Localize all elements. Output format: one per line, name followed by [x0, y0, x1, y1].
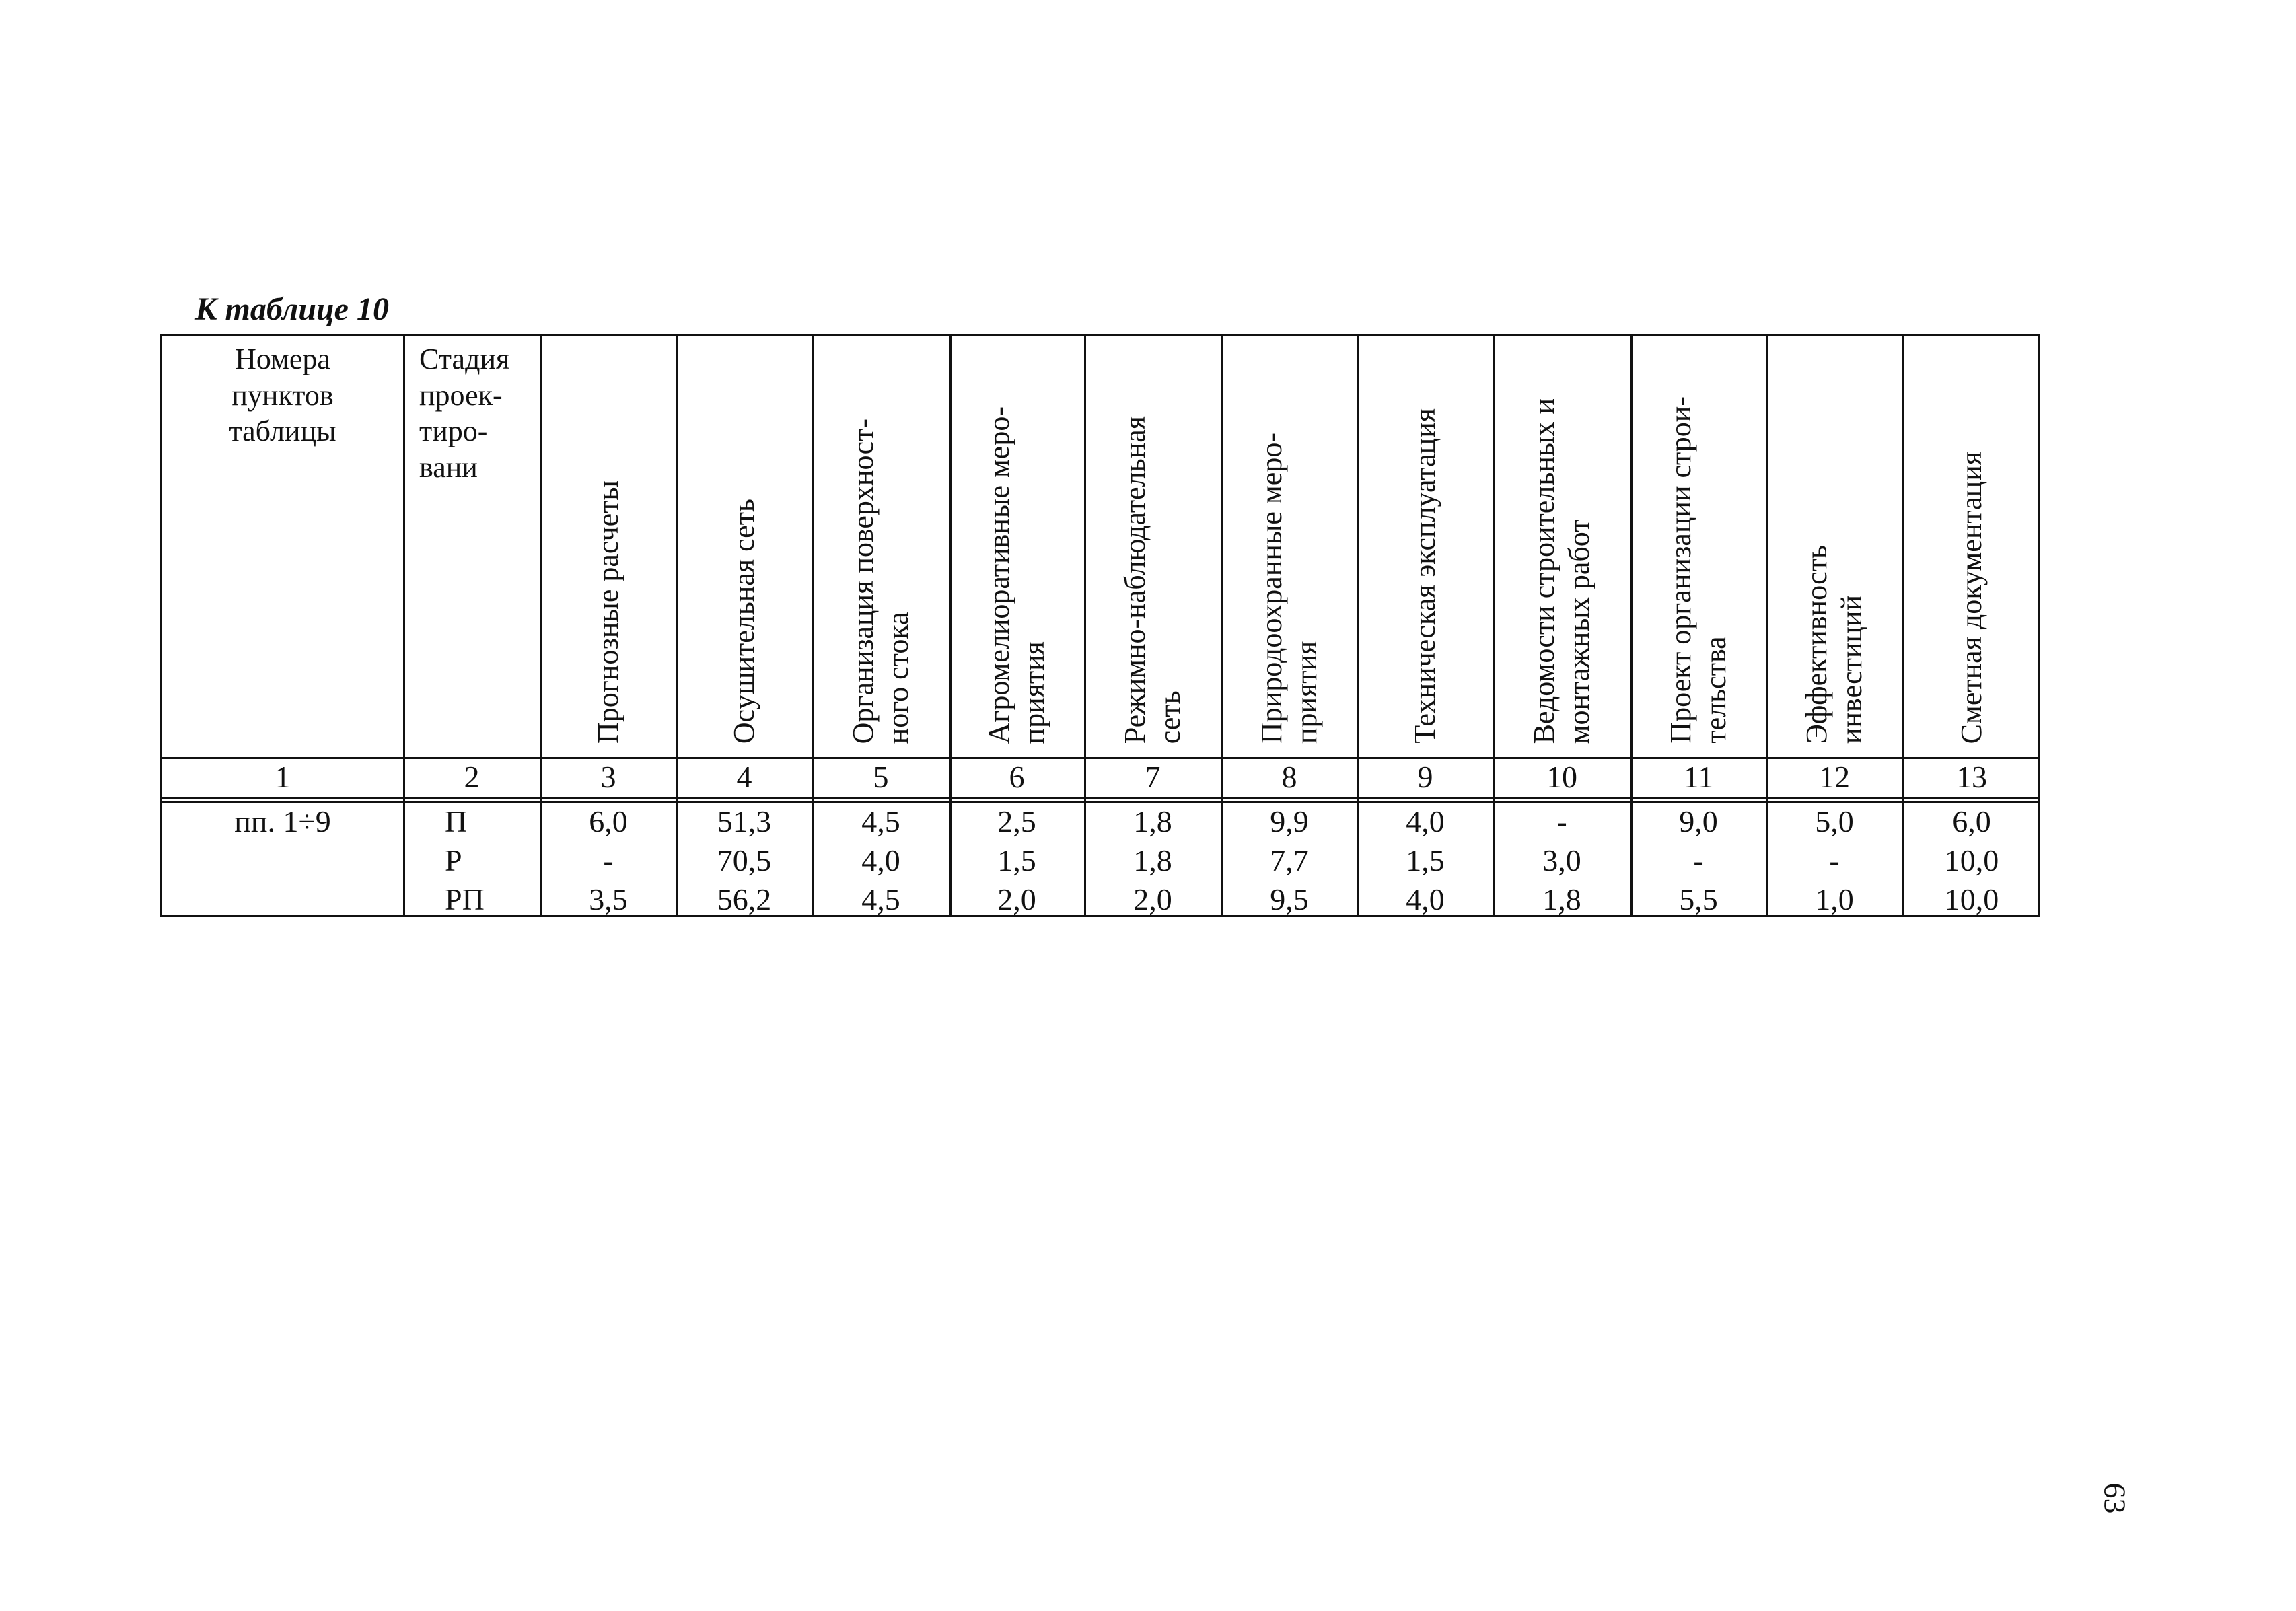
col2-header: [403, 341, 540, 486]
value-cell: -: [1693, 843, 1704, 878]
value-cell: -: [1829, 843, 1840, 878]
col1-header-line: пунктов: [231, 378, 334, 412]
column-number: 13: [1956, 760, 1987, 794]
column-divider: [812, 336, 814, 915]
value-cell: 2,0: [997, 882, 1036, 917]
vertical-header-text: [1408, 408, 1443, 744]
value-cell: 2,0: [1133, 882, 1172, 917]
value-cell: 9,0: [1679, 804, 1718, 838]
value-cell: 1,5: [997, 843, 1036, 878]
value-cell: 10,0: [1944, 882, 1999, 917]
vertical-header-line: тельства: [1699, 636, 1732, 744]
value-cell: 1,5: [1406, 843, 1445, 878]
value-cell: 3,5: [589, 882, 628, 917]
vertical-header-line: Природоохранные меро-: [1255, 432, 1289, 744]
row-label: пп. 1÷9: [234, 804, 331, 838]
vertical-header-line: монтажных работ: [1563, 519, 1595, 744]
value-cell: 1,8: [1542, 882, 1581, 917]
vertical-column-header: [949, 336, 1084, 757]
column-number: 5: [873, 760, 889, 794]
vertical-header-text: [727, 499, 762, 744]
col1-header: [162, 341, 403, 450]
column-divider: [676, 336, 678, 915]
vertical-header-text: [982, 406, 1052, 744]
value-cell: 9,9: [1270, 804, 1309, 838]
stage-cell: П: [445, 804, 468, 838]
value-cell: 7,7: [1270, 843, 1309, 878]
column-number: 6: [1009, 760, 1025, 794]
column-number: 2: [464, 760, 480, 794]
column-divider: [949, 336, 952, 915]
column-divider: [1630, 336, 1633, 915]
row-divider: [162, 797, 2038, 799]
vertical-header-line: Организация поверхност-: [847, 418, 880, 744]
value-cell: 4,0: [1406, 804, 1445, 838]
value-cell: 3,0: [1542, 843, 1581, 878]
vertical-header-line: Техническая эксплуатация: [1408, 408, 1442, 744]
column-divider: [1766, 336, 1768, 915]
vertical-header-line: Сметная документация: [1955, 451, 1988, 744]
value-cell: 70,5: [717, 843, 772, 878]
column-number: 7: [1145, 760, 1161, 794]
column-number: 8: [1281, 760, 1297, 794]
vertical-column-header: [1766, 336, 1902, 757]
column-number: 10: [1546, 760, 1577, 794]
column-divider: [1357, 336, 1359, 915]
column-number: 9: [1417, 760, 1433, 794]
stage-cell: РП: [445, 882, 485, 917]
vertical-column-header: [812, 336, 949, 757]
value-cell: 1,8: [1133, 804, 1172, 838]
value-cell: 2,5: [997, 804, 1036, 838]
col2-header-line: тиро-: [419, 415, 488, 448]
value-cell: -: [1556, 804, 1567, 838]
vertical-header-text: [1527, 398, 1597, 744]
vertical-header-line: Агромелиоративные меро-: [982, 406, 1016, 744]
vertical-header-text: [1254, 433, 1324, 744]
value-cell: 6,0: [589, 804, 628, 838]
col1-header-line: таблицы: [229, 415, 336, 448]
value-cell: 56,2: [717, 882, 772, 917]
vertical-header-line: Ведомости строительных и: [1528, 398, 1561, 744]
value-cell: 4,5: [861, 882, 900, 917]
value-cell: 51,3: [717, 804, 772, 838]
column-divider: [1493, 336, 1495, 915]
column-number: 1: [275, 760, 291, 794]
value-cell: 9,5: [1270, 882, 1309, 917]
vertical-column-header: [1221, 336, 1357, 757]
vertical-column-header: [1493, 336, 1630, 757]
vertical-column-header: [676, 336, 812, 757]
vertical-column-header: [1630, 336, 1766, 757]
column-divider: [1221, 336, 1223, 915]
vertical-header-line: Проект организации строи-: [1664, 396, 1698, 744]
value-cell: 4,5: [861, 804, 900, 838]
column-divider: [540, 336, 542, 915]
vertical-header-line: ного стока: [882, 612, 914, 744]
table-caption: К таблице 10: [195, 291, 389, 327]
data-table: [160, 334, 2040, 917]
vertical-header-text: [1954, 452, 1989, 744]
column-divider: [403, 336, 405, 915]
value-cell: 5,0: [1815, 804, 1854, 838]
value-cell: 10,0: [1944, 843, 1999, 878]
vertical-header-line: Прогнозные расчеты: [591, 480, 625, 744]
column-number: 11: [1683, 760, 1714, 794]
vertical-header-text: [846, 419, 916, 744]
stage-cell: Р: [445, 843, 462, 878]
col2-header-line: проек-: [419, 378, 503, 412]
vertical-header-text: [1799, 545, 1869, 744]
vertical-column-header: [1357, 336, 1493, 757]
vertical-header-line: инвестиций: [1835, 594, 1868, 744]
vertical-header-line: приятия: [1290, 641, 1323, 744]
page-number: 63: [2097, 1482, 2132, 1514]
value-cell: -: [603, 843, 614, 878]
value-cell: 1,8: [1133, 843, 1172, 878]
column-divider: [1084, 336, 1086, 915]
value-cell: 4,0: [1406, 882, 1445, 917]
value-cell: 6,0: [1952, 804, 1991, 838]
column-number: 3: [600, 760, 616, 794]
value-cell: 1,0: [1815, 882, 1854, 917]
col2-header-line: Стадия: [419, 343, 510, 375]
column-number: 12: [1819, 760, 1850, 794]
vertical-header-line: приятия: [1017, 641, 1050, 744]
column-number: 4: [736, 760, 752, 794]
col1-header-line: Номера: [235, 343, 330, 375]
row-divider: [162, 757, 2038, 759]
vertical-header-text: [1663, 396, 1733, 744]
vertical-header-text: [591, 480, 626, 744]
row-divider: [162, 801, 2038, 803]
vertical-header-line: Осушительная сеть: [727, 498, 761, 744]
value-cell: 5,5: [1679, 882, 1718, 917]
vertical-header-text: [1118, 416, 1188, 744]
vertical-header-line: Эффективность: [1800, 544, 1834, 744]
column-divider: [1902, 336, 1904, 915]
vertical-column-header: [540, 336, 676, 757]
vertical-header-line: Режимно-наблюдательная: [1118, 415, 1152, 744]
vertical-column-header: [1902, 336, 2041, 757]
vertical-header-line: сеть: [1153, 690, 1186, 744]
col2-header-line: вани: [419, 451, 478, 485]
value-cell: 4,0: [861, 843, 900, 878]
vertical-column-header: [1084, 336, 1221, 757]
